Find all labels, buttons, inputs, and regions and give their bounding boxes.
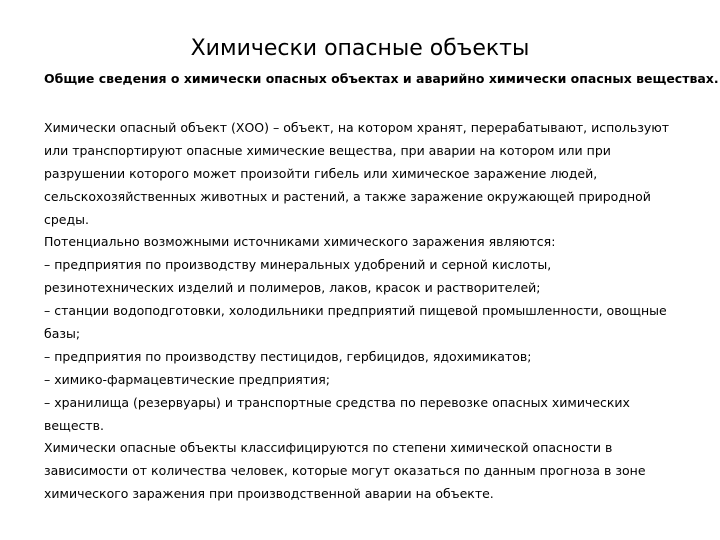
body-line: – химико-фармацевтические предприятия;: [44, 371, 330, 387]
body-line: или транспортируют опасные химические вещества, при аварии на котором или при: [44, 142, 611, 158]
body-line: – предприятия по производству минеральных удобрений и серной кислоты,: [44, 257, 552, 273]
body-line: веществ.: [44, 417, 105, 433]
body-line: Химически опасный объект (ХОО) – объект, на котором хранят, перерабатывают, используют: [44, 120, 670, 135]
body-line: сельскохозяйственных животных и растений, а также заражение окружающей природной: [44, 188, 651, 204]
body-line: Потенциально возможными источниками химического заражения являются:: [44, 234, 556, 250]
body-line: базы;: [44, 326, 81, 342]
slide-body: [44, 117, 684, 506]
slide-subtitle: Общие сведения о химически опасных объектах и аварийно химически опасных веществах.: [44, 71, 719, 86]
body-line: – станции водоподготовки, холодильники предприятий пищевой промышленности, овощные: [44, 303, 667, 319]
body-line: среды.: [44, 211, 89, 227]
body-line: – хранилища (резервуары) и транспортные средства по перевозке опасных химических: [44, 394, 630, 410]
body-line: Химически опасные объекты классифицируются по степени химической опасности в: [44, 440, 613, 456]
body-line: разрушении которого может произойти гибель или химическое заражение людей,: [44, 165, 598, 181]
slide-title: Химически опасные объекты: [190, 36, 530, 61]
body-line: – предприятия по производству пестицидов, гербицидов, ядохимикатов;: [44, 348, 532, 364]
body-line: химического заражения при производственной аварии на объекте.: [44, 486, 494, 502]
body-line: зависимости от количества человек, которые могут оказаться по данным прогноза в зоне: [44, 463, 646, 479]
body-line: резинотехнических изделий и полимеров, лаков, красок и растворителей;: [44, 280, 541, 296]
